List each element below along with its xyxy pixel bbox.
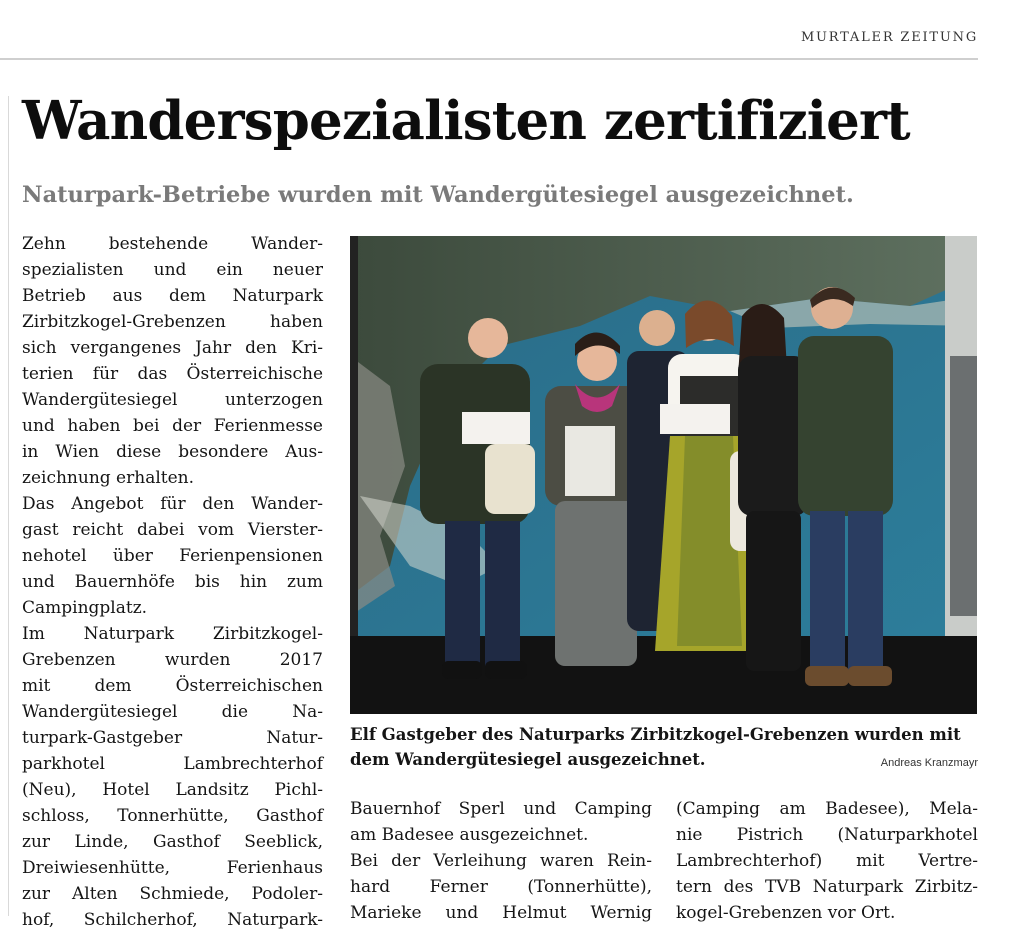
article-column-1 (22, 231, 323, 933)
text-line: Campingplatz. (22, 598, 148, 618)
column-divider (8, 96, 9, 916)
text-line: sich vergangenes Jahr den Kri- (22, 338, 323, 358)
text-line: Marieke und Helmut Wernig (350, 903, 652, 923)
text-line: in Wien diese besondere Aus- (22, 442, 323, 462)
text-line: zeichnung erhalten. (22, 468, 195, 488)
text-line: und Bauernhöfe bis hin zum (22, 572, 323, 592)
text-line: Bauernhof Sperl und Camping (350, 799, 652, 819)
text-line: Bei der Verleihung waren Rein- (350, 851, 652, 871)
text-line: zur Alten Schmiede, Podoler- (22, 884, 323, 904)
photo-illustration (350, 236, 977, 714)
headline: Wanderspezialisten zertifiziert (22, 90, 910, 152)
article-column-3 (676, 796, 978, 926)
caption-rest: des Naturparks Zirbitzkogel-Grebenzen wurden mit (476, 725, 961, 744)
caption-lead: Elf Gastgeber (350, 725, 477, 744)
text-line: nie Pistrich (Naturparkhotel (676, 825, 978, 845)
text-line: Dreiwiesenhütte, Ferienhaus (22, 858, 323, 878)
text-line: hard Ferner (Tonnerhütte), (350, 877, 652, 897)
text-line: hof, Schilcherhof, Naturpark- (22, 910, 323, 930)
article-column-2 (350, 796, 652, 926)
caption-line-2: dem Wandergütesiegel ausgezeichnet. (350, 750, 706, 769)
article-photo (350, 236, 977, 714)
text-line: zur Linde, Gasthof Seeblick, (22, 832, 323, 852)
text-line: Lambrechterhof) mit Vertre- (676, 851, 978, 871)
text-line: Wandergütesiegel die Na- (22, 702, 323, 722)
photo-caption (350, 722, 978, 772)
text-line: (Camping am Badesee), Mela- (676, 799, 978, 819)
text-line: Das Angebot für den Wander- (22, 494, 323, 514)
masthead: MURTALER ZEITUNG (800, 30, 978, 45)
text-line: tern des TVB Naturpark Zirbitz- (676, 877, 978, 897)
text-line: gast reicht dabei vom Vierster- (22, 520, 323, 540)
subheadline: Naturpark-Betriebe wurden mit Wandergütesiegel ausgezeichnet. (22, 182, 854, 208)
text-line: Im Naturpark Zirbitzkogel- (22, 624, 323, 644)
text-line: mit dem Österreichischen (22, 676, 323, 696)
text-line: und haben bei der Ferienmesse (22, 416, 323, 436)
text-line: (Neu), Hotel Landsitz Pichl- (22, 780, 323, 800)
text-line: schloss, Tonnerhütte, Gasthof (22, 806, 323, 826)
header-divider (0, 58, 978, 60)
text-line: Wandergütesiegel unterzogen (22, 390, 323, 410)
text-line: kogel-Grebenzen vor Ort. (676, 903, 896, 923)
text-line: am Badesee ausgezeichnet. (350, 825, 589, 845)
text-line: nehotel über Ferienpensionen (22, 546, 323, 566)
text-line: terien für das Österreichische (22, 364, 323, 384)
photo-credit: Andreas Kranzmayr (880, 757, 978, 769)
text-line: turpark-Gastgeber Natur- (22, 728, 323, 748)
caption-line-1 (350, 722, 978, 747)
text-line: spezialisten und ein neuer (22, 260, 323, 280)
text-line: parkhotel Lambrechterhof (22, 754, 323, 774)
text-line: Zirbitzkogel-Grebenzen haben (22, 312, 323, 332)
text-line: Grebenzen wurden 2017 (22, 650, 323, 670)
text-line: Betrieb aus dem Naturpark (22, 286, 323, 306)
text-line: Zehn bestehende Wander- (22, 234, 323, 254)
